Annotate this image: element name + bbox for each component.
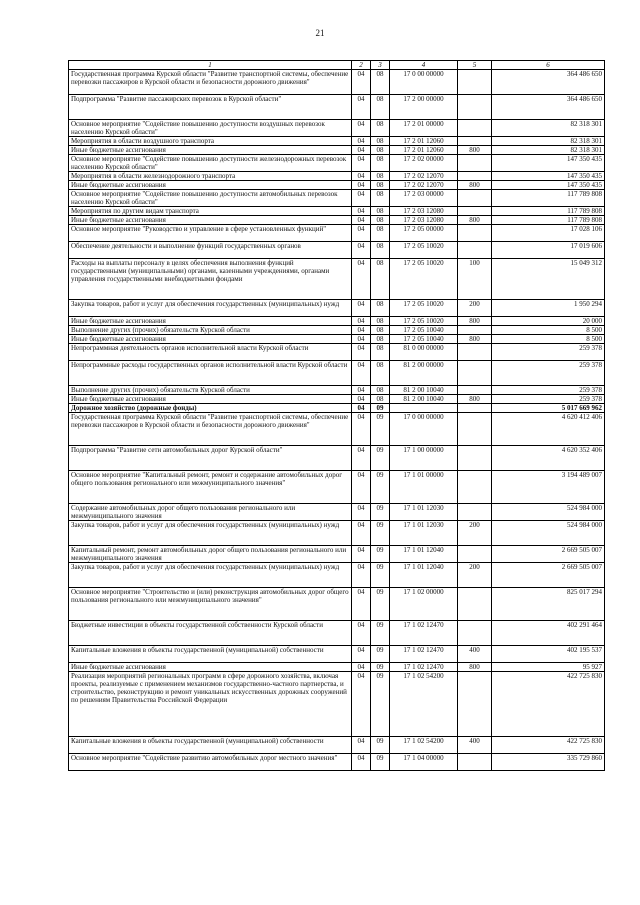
row-section-cell: 04 [352, 335, 371, 344]
table-row [69, 181, 605, 190]
row-section-cell: 04 [352, 242, 371, 259]
table-row [69, 521, 605, 546]
row-section-cell: 04 [352, 155, 371, 172]
row-subsection-cell: 08 [371, 259, 390, 300]
row-subsection-cell: 08 [371, 155, 390, 172]
row-expense-type-cell [458, 70, 492, 95]
row-amount-cell: 1 950 294 [492, 300, 605, 317]
row-expense-type-cell [458, 588, 492, 621]
table-row [69, 344, 605, 361]
row-subsection-cell: 09 [371, 404, 390, 413]
row-amount-cell: 5 017 669 962 [492, 404, 605, 413]
row-expense-type-cell [458, 446, 492, 471]
row-amount-cell: 524 984 000 [492, 521, 605, 546]
row-amount-cell: 3 194 489 007 [492, 471, 605, 504]
row-subsection-cell: 08 [371, 207, 390, 216]
table-row [69, 395, 605, 404]
row-section-cell: 04 [352, 754, 371, 771]
row-name-cell: Реализация мероприятий региональных программ в сфере дорожного хозяйства, включая проекты, реализуемые с применением механизмов государственно-частного партнерства, и строительство, реконструкцию и ремонт уникальных искусственных дорожных сооружений по решениям Правительства Российской Федерации [69, 672, 352, 737]
row-amount-cell: 364 486 650 [492, 95, 605, 120]
table-row [69, 95, 605, 120]
row-subsection-cell: 08 [371, 326, 390, 335]
row-subsection-cell: 09 [371, 663, 390, 672]
row-section-cell: 04 [352, 504, 371, 521]
row-name-cell: Мероприятия в области воздушного транспорта [69, 137, 352, 146]
row-target-article-cell: 17 1 02 12470 [390, 663, 458, 672]
row-name-cell: Капитальные вложения в объекты государственной (муниципальной) собственности [69, 646, 352, 663]
row-section-cell: 04 [352, 646, 371, 663]
table-row [69, 335, 605, 344]
row-target-article-cell: 81 2 00 00000 [390, 361, 458, 386]
row-target-article-cell: 17 1 01 12030 [390, 504, 458, 521]
row-name-cell: Выполнение других (прочих) обязательств Курской области [69, 386, 352, 395]
row-section-cell: 04 [352, 737, 371, 754]
row-name-cell: Расходы на выплаты персоналу в целях обеспечения выполнения функций государственными (муниципальными) органами, казенными учреждениями, органами управления государственными внебюджетными фондами [69, 259, 352, 300]
row-expense-type-cell: 800 [458, 317, 492, 326]
row-subsection-cell: 08 [371, 361, 390, 386]
row-amount-cell: 17 019 606 [492, 242, 605, 259]
row-name-cell: Иные бюджетные ассигнования [69, 181, 352, 190]
table-body [69, 70, 605, 771]
row-subsection-cell: 09 [371, 646, 390, 663]
row-section-cell: 04 [352, 563, 371, 588]
row-name-cell: Выполнение других (прочих) обязательств Курской области [69, 326, 352, 335]
row-amount-cell: 259 378 [492, 361, 605, 386]
row-section-cell: 04 [352, 120, 371, 137]
row-target-article-cell: 17 1 01 12040 [390, 546, 458, 563]
row-amount-cell: 117 789 808 [492, 207, 605, 216]
table-row [69, 317, 605, 326]
row-subsection-cell: 08 [371, 95, 390, 120]
row-section-cell: 04 [352, 344, 371, 361]
table-row [69, 471, 605, 504]
row-expense-type-cell [458, 754, 492, 771]
row-expense-type-cell: 100 [458, 259, 492, 300]
table-row [69, 563, 605, 588]
budget-table [68, 60, 605, 771]
row-name-cell: Основное мероприятие "Руководство и управление в сфере установленных функций" [69, 225, 352, 242]
row-name-cell: Подпрограмма "Развитие пассажирских перевозок в Курской области" [69, 95, 352, 120]
row-amount-cell: 20 000 [492, 317, 605, 326]
table-row [69, 120, 605, 137]
table-row [69, 588, 605, 621]
row-amount-cell: 259 378 [492, 395, 605, 404]
row-amount-cell: 17 028 106 [492, 225, 605, 242]
table-row [69, 300, 605, 317]
row-name-cell: Закупка товаров, работ и услуг для обеспечения государственных (муниципальных) нужд [69, 563, 352, 588]
row-subsection-cell: 09 [371, 621, 390, 646]
row-subsection-cell: 08 [371, 181, 390, 190]
row-expense-type-cell [458, 190, 492, 207]
header-col-2: 2 [352, 61, 371, 70]
row-name-cell: Содержание автомобильных дорог общего пользования регионального или межмуниципального значения [69, 504, 352, 521]
table-row [69, 190, 605, 207]
row-name-cell: Дорожное хозяйство (дорожные фонды) [69, 404, 352, 413]
row-section-cell: 04 [352, 207, 371, 216]
row-target-article-cell: 17 2 03 12080 [390, 216, 458, 225]
row-target-article-cell: 17 2 05 10020 [390, 317, 458, 326]
row-name-cell: Мероприятия по другим видам транспорта [69, 207, 352, 216]
row-amount-cell: 82 318 301 [492, 120, 605, 137]
row-subsection-cell: 08 [371, 225, 390, 242]
row-expense-type-cell: 400 [458, 737, 492, 754]
row-target-article-cell: 17 2 02 00000 [390, 155, 458, 172]
table-row [69, 259, 605, 300]
row-expense-type-cell [458, 361, 492, 386]
row-expense-type-cell [458, 120, 492, 137]
row-section-cell: 04 [352, 300, 371, 317]
row-name-cell: Иные бюджетные ассигнования [69, 216, 352, 225]
row-subsection-cell: 09 [371, 563, 390, 588]
row-name-cell: Иные бюджетные ассигнования [69, 317, 352, 326]
table-row [69, 504, 605, 521]
row-section-cell: 04 [352, 413, 371, 446]
row-name-cell: Государственная программа Курской области "Развитие транспортной системы, обеспечение перевозки пассажиров в Курской области и безопасности дорожного движения" [69, 70, 352, 95]
row-name-cell: Иные бюджетные ассигнования [69, 335, 352, 344]
table-row [69, 172, 605, 181]
table-row [69, 216, 605, 225]
row-amount-cell: 2 669 505 007 [492, 546, 605, 563]
row-section-cell: 04 [352, 95, 371, 120]
row-expense-type-cell [458, 137, 492, 146]
row-section-cell: 04 [352, 621, 371, 646]
row-name-cell: Основное мероприятие "Строительство и (или) реконструкция автомобильных дорог общего пользования регионального или межмуниципального значения" [69, 588, 352, 621]
row-amount-cell: 147 350 435 [492, 181, 605, 190]
row-subsection-cell: 09 [371, 546, 390, 563]
row-subsection-cell: 08 [371, 242, 390, 259]
table-row [69, 446, 605, 471]
row-expense-type-cell [458, 344, 492, 361]
table-row [69, 646, 605, 663]
table-header-row [69, 61, 605, 70]
row-amount-cell: 402 291 464 [492, 621, 605, 646]
row-section-cell: 04 [352, 546, 371, 563]
row-expense-type-cell [458, 155, 492, 172]
row-name-cell: Основное мероприятие "Содействие развитию автомобильных дорог местного значения" [69, 754, 352, 771]
table-row [69, 225, 605, 242]
row-amount-cell: 335 729 860 [492, 754, 605, 771]
row-target-article-cell: 81 2 00 10040 [390, 386, 458, 395]
row-target-article-cell: 17 1 02 54200 [390, 672, 458, 737]
row-subsection-cell: 09 [371, 737, 390, 754]
row-section-cell: 04 [352, 190, 371, 207]
row-subsection-cell: 08 [371, 386, 390, 395]
row-amount-cell: 259 378 [492, 386, 605, 395]
row-expense-type-cell: 800 [458, 395, 492, 404]
row-target-article-cell: 81 2 00 10040 [390, 395, 458, 404]
row-expense-type-cell: 200 [458, 563, 492, 588]
row-target-article-cell: 17 0 00 00000 [390, 70, 458, 95]
row-section-cell: 04 [352, 588, 371, 621]
row-target-article-cell: 17 1 02 12470 [390, 646, 458, 663]
row-section-cell: 04 [352, 395, 371, 404]
row-amount-cell: 8 500 [492, 326, 605, 335]
row-subsection-cell: 08 [371, 172, 390, 181]
row-expense-type-cell [458, 672, 492, 737]
row-section-cell: 04 [352, 663, 371, 672]
table-row [69, 413, 605, 446]
row-target-article-cell: 17 2 02 12070 [390, 181, 458, 190]
row-subsection-cell: 09 [371, 521, 390, 546]
row-target-article-cell: 81 0 00 00000 [390, 344, 458, 361]
row-section-cell: 04 [352, 326, 371, 335]
row-target-article-cell [390, 404, 458, 413]
row-name-cell: Бюджетные инвестиции в объекты государственной собственности Курской области [69, 621, 352, 646]
header-col-3: 3 [371, 61, 390, 70]
row-expense-type-cell [458, 404, 492, 413]
row-amount-cell: 4 620 352 406 [492, 446, 605, 471]
row-section-cell: 04 [352, 361, 371, 386]
page-number: 21 [315, 28, 325, 38]
row-amount-cell: 147 350 435 [492, 155, 605, 172]
row-subsection-cell: 08 [371, 344, 390, 361]
row-amount-cell: 15 049 312 [492, 259, 605, 300]
row-section-cell: 04 [352, 317, 371, 326]
row-amount-cell: 117 789 808 [492, 190, 605, 207]
row-expense-type-cell: 800 [458, 335, 492, 344]
row-expense-type-cell: 800 [458, 663, 492, 672]
row-expense-type-cell [458, 504, 492, 521]
row-subsection-cell: 08 [371, 70, 390, 95]
row-amount-cell: 422 725 830 [492, 672, 605, 737]
row-section-cell: 04 [352, 172, 371, 181]
row-subsection-cell: 08 [371, 216, 390, 225]
table-row [69, 361, 605, 386]
row-name-cell: Капитальные вложения в объекты государственной (муниципальной) собственности [69, 737, 352, 754]
table-row [69, 207, 605, 216]
row-subsection-cell: 09 [371, 672, 390, 737]
row-expense-type-cell [458, 225, 492, 242]
row-section-cell: 04 [352, 471, 371, 504]
row-name-cell: Подпрограмма "Развитие сети автомобильных дорог Курской области" [69, 446, 352, 471]
row-section-cell: 04 [352, 137, 371, 146]
row-target-article-cell: 17 0 00 00000 [390, 413, 458, 446]
row-expense-type-cell [458, 95, 492, 120]
row-expense-type-cell: 200 [458, 300, 492, 317]
row-name-cell: Основное мероприятие "Содействие повышению доступности автомобильных перевозок населению Курской области" [69, 190, 352, 207]
row-amount-cell: 82 318 301 [492, 146, 605, 155]
row-expense-type-cell [458, 326, 492, 335]
header-col-5: 5 [458, 61, 492, 70]
row-subsection-cell: 08 [371, 120, 390, 137]
row-expense-type-cell [458, 386, 492, 395]
row-section-cell: 04 [352, 259, 371, 300]
row-target-article-cell: 17 2 05 10020 [390, 300, 458, 317]
row-expense-type-cell [458, 413, 492, 446]
row-subsection-cell: 08 [371, 317, 390, 326]
table-row [69, 137, 605, 146]
row-amount-cell: 82 318 301 [492, 137, 605, 146]
row-expense-type-cell: 800 [458, 146, 492, 155]
row-subsection-cell: 08 [371, 146, 390, 155]
row-target-article-cell: 17 1 00 00000 [390, 446, 458, 471]
row-target-article-cell: 17 2 01 12060 [390, 137, 458, 146]
row-subsection-cell: 09 [371, 588, 390, 621]
row-subsection-cell: 09 [371, 504, 390, 521]
table-row [69, 146, 605, 155]
row-amount-cell: 402 195 537 [492, 646, 605, 663]
row-section-cell: 04 [352, 225, 371, 242]
row-target-article-cell: 17 1 02 00000 [390, 588, 458, 621]
row-section-cell: 04 [352, 146, 371, 155]
row-target-article-cell: 17 1 01 12040 [390, 563, 458, 588]
row-section-cell: 04 [352, 446, 371, 471]
row-name-cell: Иные бюджетные ассигнования [69, 146, 352, 155]
table-row [69, 672, 605, 737]
row-expense-type-cell [458, 207, 492, 216]
header-col-6: 6 [492, 61, 605, 70]
row-expense-type-cell [458, 471, 492, 504]
row-target-article-cell: 17 1 02 54200 [390, 737, 458, 754]
row-target-article-cell: 17 2 00 00000 [390, 95, 458, 120]
row-amount-cell: 524 984 000 [492, 504, 605, 521]
table-row [69, 326, 605, 335]
row-name-cell: Капитальный ремонт, ремонт автомобильных дорог общего пользования регионального или межмуниципального значения [69, 546, 352, 563]
table-row [69, 546, 605, 563]
row-name-cell: Основное мероприятие "Содействие повышению доступности воздушных перевозок населению Курской области" [69, 120, 352, 137]
row-subsection-cell: 08 [371, 190, 390, 207]
row-name-cell: Мероприятия в области железнодорожного транспорта [69, 172, 352, 181]
row-section-cell: 04 [352, 521, 371, 546]
table-row [69, 70, 605, 95]
row-target-article-cell: 17 2 02 12070 [390, 172, 458, 181]
row-expense-type-cell [458, 546, 492, 563]
row-amount-cell: 8 500 [492, 335, 605, 344]
table-row [69, 242, 605, 259]
table-row [69, 155, 605, 172]
row-target-article-cell: 17 2 05 10020 [390, 242, 458, 259]
table-row [69, 663, 605, 672]
header-col-4: 4 [390, 61, 458, 70]
row-subsection-cell: 09 [371, 471, 390, 504]
row-expense-type-cell [458, 242, 492, 259]
row-amount-cell: 364 486 650 [492, 70, 605, 95]
row-section-cell: 04 [352, 216, 371, 225]
row-expense-type-cell [458, 621, 492, 646]
row-amount-cell: 95 927 [492, 663, 605, 672]
row-amount-cell: 4 620 412 406 [492, 413, 605, 446]
row-expense-type-cell [458, 172, 492, 181]
row-target-article-cell: 17 2 05 10040 [390, 335, 458, 344]
table-row [69, 737, 605, 754]
row-amount-cell: 147 350 435 [492, 172, 605, 181]
row-target-article-cell: 17 2 05 00000 [390, 225, 458, 242]
row-name-cell: Непрограммные расходы государственных органов исполнительной власти Курской области [69, 361, 352, 386]
row-target-article-cell: 17 2 05 10020 [390, 259, 458, 300]
row-amount-cell: 422 725 830 [492, 737, 605, 754]
row-expense-type-cell: 800 [458, 216, 492, 225]
row-expense-type-cell: 400 [458, 646, 492, 663]
row-section-cell: 04 [352, 181, 371, 190]
row-target-article-cell: 17 2 05 10040 [390, 326, 458, 335]
row-name-cell: Основное мероприятие "Капитальный ремонт, ремонт и содержание автомобильных дорог общего пользования регионального или межмуниципального значения" [69, 471, 352, 504]
row-section-cell: 04 [352, 404, 371, 413]
row-name-cell: Закупка товаров, работ и услуг для обеспечения государственных (муниципальных) нужд [69, 300, 352, 317]
row-subsection-cell: 08 [371, 137, 390, 146]
row-amount-cell: 259 378 [492, 344, 605, 361]
row-target-article-cell: 17 1 04 00000 [390, 754, 458, 771]
row-target-article-cell: 17 2 01 12060 [390, 146, 458, 155]
row-target-article-cell: 17 2 03 12080 [390, 207, 458, 216]
table-row [69, 754, 605, 771]
row-expense-type-cell: 800 [458, 181, 492, 190]
row-target-article-cell: 17 1 01 00000 [390, 471, 458, 504]
row-subsection-cell: 08 [371, 395, 390, 404]
table-row [69, 621, 605, 646]
row-subsection-cell: 09 [371, 754, 390, 771]
row-section-cell: 04 [352, 672, 371, 737]
row-target-article-cell: 17 1 01 12030 [390, 521, 458, 546]
row-name-cell: Иные бюджетные ассигнования [69, 663, 352, 672]
table-row [69, 386, 605, 395]
row-subsection-cell: 08 [371, 300, 390, 317]
row-name-cell: Закупка товаров, работ и услуг для обеспечения государственных (муниципальных) нужд [69, 521, 352, 546]
row-name-cell: Основное мероприятие "Содействие повышению доступности железнодорожных перевозок населению Курской области" [69, 155, 352, 172]
row-name-cell: Непрограммная деятельность органов исполнительной власти Курской области [69, 344, 352, 361]
row-target-article-cell: 17 2 01 00000 [390, 120, 458, 137]
row-expense-type-cell: 200 [458, 521, 492, 546]
row-amount-cell: 2 669 505 007 [492, 563, 605, 588]
row-name-cell: Иные бюджетные ассигнования [69, 395, 352, 404]
row-section-cell: 04 [352, 70, 371, 95]
table-row [69, 404, 605, 413]
row-name-cell: Обеспечение деятельности и выполнение функций государственных органов [69, 242, 352, 259]
row-subsection-cell: 08 [371, 335, 390, 344]
row-subsection-cell: 09 [371, 446, 390, 471]
row-amount-cell: 825 017 294 [492, 588, 605, 621]
header-col-1: 1 [69, 61, 352, 70]
row-target-article-cell: 17 2 03 00000 [390, 190, 458, 207]
row-target-article-cell: 17 1 02 12470 [390, 621, 458, 646]
row-name-cell: Государственная программа Курской области "Развитие транспортной системы, обеспечение перевозки пассажиров в Курской области и безопасности дорожного движения" [69, 413, 352, 446]
row-section-cell: 04 [352, 386, 371, 395]
row-subsection-cell: 09 [371, 413, 390, 446]
row-amount-cell: 117 789 808 [492, 216, 605, 225]
